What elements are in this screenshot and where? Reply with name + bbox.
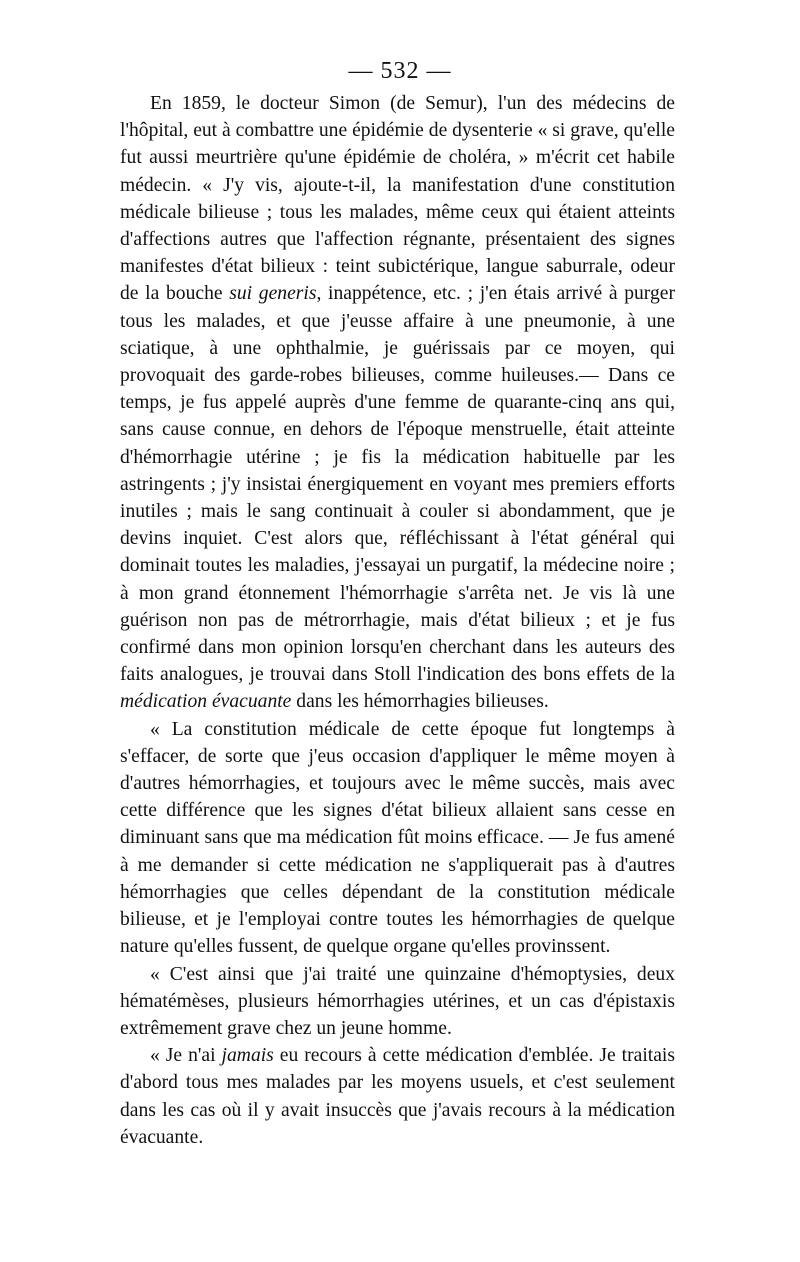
paragraph-1-text-b: , inappétence, etc. ; j'en étais arrivé à purger tous les malades, et que j'eusse affaire à une pneumonie, à une sciatique, à une ophthalmie, je guérissais par ce moyen, qui provoquait des garde-robes bilieuses, comme huileuses.— Dans ce temps, je fus appelé auprès d'une femme de quarante-cinq ans qui, sans cause connue, en dehors de l'époque menstruelle, était atteinte d'hémorrhagie utérine ; je fis la médication habituelle par les astringents ; j'y insistai énergiquement en voyant mes premiers efforts inutiles ; mais le sang continuait à couler si abondamment, que je devins inquiet. C'est alors que, réfléchissant à l'état général qui dominait toutes les maladies, j'essayai un purgatif, la médecine noire ; à mon grand étonnement l'hémorrhagie s'arrêta net. Je vis là une guérison non pas de métrorrhagie, mais d'état bilieux ; et je fus confirmé dans mon opinion lorsqu'en cherchant dans les auteurs des faits analogues, je trouvai dans Stoll l'indication des bons effets de la <box>120 283 675 686</box>
paragraph-1 <box>120 90 675 716</box>
paragraph-1-italic-sui-generis: sui generis <box>229 283 317 305</box>
paragraph-2 <box>120 716 675 961</box>
paragraph-4-text-a: « Je n'ai <box>150 1045 222 1067</box>
paragraph-4-italic-jamais: jamais <box>221 1045 274 1067</box>
page-number: — 532 — <box>348 58 452 84</box>
paragraph-1-text-c: dans les hémorrhagies bilieuses. <box>291 691 549 713</box>
paragraph-4-text-b: eu recours à cette médication d'emblée. Je traitais d'abord tous mes malades par les moyens usuels, et c'est seulement dans les cas où il y avait insuccès que j'avais recours à la médication évacuante. <box>120 1045 675 1148</box>
paragraph-2-text: « La constitution médicale de cette époque fut longtemps à s'effacer, de sorte que j'eus occasion d'appliquer le même moyen à d'autres hémorrhagies, et toujours avec le même succès, mais avec cette différence que les signes d'état bilieux allaient sans cesse en diminuant sans que ma médication fût moins efficace. — Je fus amené à me demander si cette médication ne s'appliquerait pas à d'autres hémorrhagies que celles dépendant de la constitution médicale bilieuse, et je l'employai contre toutes les hémorrhagies de quelque nature qu'elles fussent, de quelque organe qu'elles provinssent. <box>120 718 675 958</box>
paragraph-3-text: « C'est ainsi que j'ai traité une quinzaine d'hémoptysies, deux hématémèses, plusieurs hémorrhagies utérines, et un cas d'épistaxis extrêmement grave chez un jeune homme. <box>120 963 675 1039</box>
paragraph-1-italic-medication-evacuante: médication évacuante <box>120 691 292 713</box>
body-text <box>120 90 675 1151</box>
paragraph-3 <box>120 961 675 1043</box>
paragraph-1-text-a: En 1859, le docteur Simon (de Semur), l'un des médecins de l'hôpital, eut à combattre une épidémie de dysenterie « si grave, qu'elle fut aussi meurtrière qu'une épidémie de choléra, » m'écrit cet habile médecin. « J'y vis, ajoute-t-il, la manifestation d'une constitution médicale bilieuse ; tous les malades, même ceux qui étaient atteints d'affections autres que l'affection régnante, présentaient des signes manifestes d'état bilieux : teint subictérique, langue saburrale, odeur de la bouche <box>120 93 675 305</box>
paragraph-4 <box>120 1042 675 1151</box>
